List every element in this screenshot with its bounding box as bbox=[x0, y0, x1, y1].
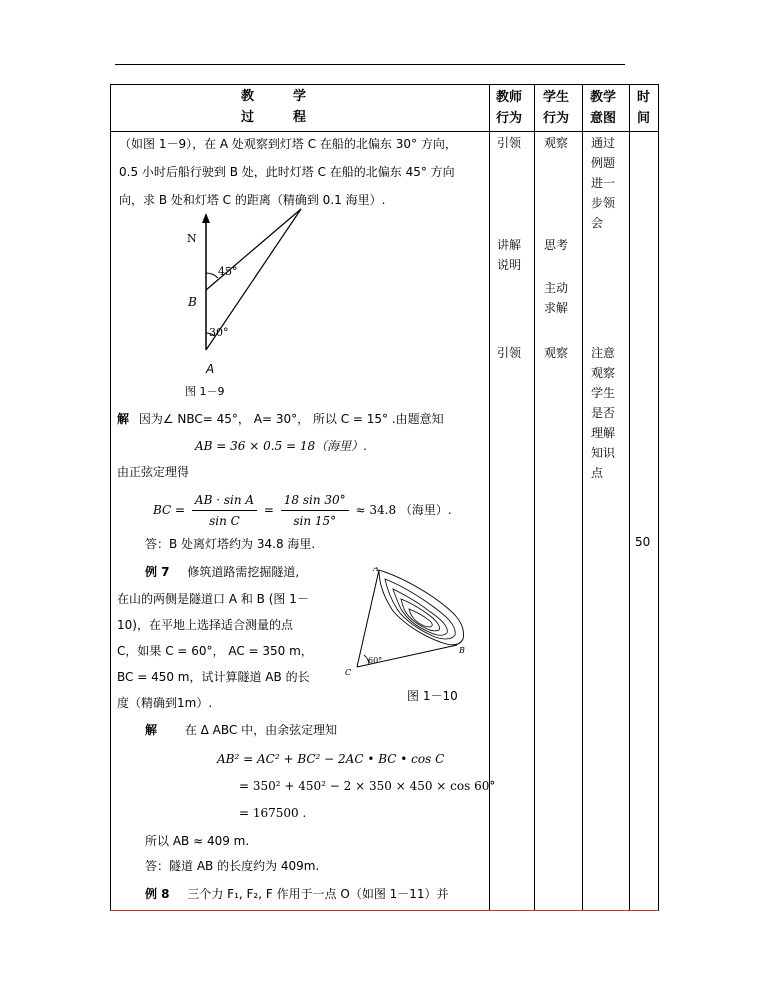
fig10-label-60: 60° bbox=[368, 656, 383, 665]
solution-2-intro: 在 Δ ABC 中，由余弦定理知 bbox=[184, 723, 338, 737]
example-7-line1 bbox=[145, 563, 299, 581]
solution-2-line1 bbox=[145, 721, 337, 739]
cosine-eq-1: AB² = AC² + BC² − 2AC • BC • cos C bbox=[217, 752, 445, 766]
problem-line: （如图 1－9），在 A 处观察到灯塔 C 在船的北偏东 30° 方向， bbox=[119, 137, 457, 151]
frac1-num: AB · sin A bbox=[192, 490, 257, 511]
figure-1-10 bbox=[345, 567, 485, 692]
label-45: 45° bbox=[218, 265, 238, 278]
header-intent: 教学意图 bbox=[590, 90, 617, 126]
formula-result: ≈ 34.8 （海里）. bbox=[355, 503, 452, 517]
angle-45-arc bbox=[206, 273, 218, 278]
figure-1-9 bbox=[171, 205, 311, 405]
frac1-den: sin C bbox=[209, 514, 240, 528]
example-7-text: 修筑道路需挖掘隧道, bbox=[187, 565, 300, 579]
header-process-1: 教 学 bbox=[241, 89, 307, 104]
lesson-table bbox=[110, 84, 659, 911]
example-7-line: BC = 450 m，试计算隧道 AB 的长 bbox=[117, 670, 310, 684]
header-teacher: 教师行为 bbox=[496, 90, 523, 126]
student-action: 观察 bbox=[544, 346, 569, 360]
problem-line: 向，求 B 处和灯塔 C 的距离（精确到 0.1 海里）. bbox=[119, 193, 386, 207]
solution-1-answer: 答：B 处离灯塔约为 34.8 海里. bbox=[145, 537, 316, 551]
header-rule bbox=[115, 64, 625, 65]
figure-1-10-caption: 图 1－10 bbox=[407, 689, 458, 703]
mountain-contour bbox=[401, 599, 440, 631]
sine-formula bbox=[153, 490, 452, 531]
example-8-title: 例 8 bbox=[145, 887, 170, 901]
example-7-line: 在山的两侧是隧道口 A 和 B (图 1－ bbox=[117, 592, 309, 606]
solution-1-line3: 由正弦定理得 bbox=[117, 465, 190, 479]
label-30: 30° bbox=[209, 326, 229, 339]
col-divider bbox=[629, 85, 630, 910]
teaching-intent: 注意观察学生是否理解知识点 bbox=[591, 346, 616, 480]
fig10-label-a: A bbox=[373, 567, 379, 573]
teacher-action: 引领 bbox=[497, 346, 522, 360]
student-action: 主动求解 bbox=[544, 281, 569, 315]
label-a: A bbox=[206, 362, 215, 376]
frac2-num: 18 sin 30° bbox=[281, 490, 349, 511]
teaching-intent: 通过例题进一步领会 bbox=[591, 136, 616, 230]
solution-2-so: 所以 AB ≈ 409 m. bbox=[145, 834, 250, 848]
teacher-action: 引领 bbox=[497, 136, 522, 150]
example-7-line: 10)，在平地上选择适合测量的点 bbox=[117, 618, 293, 632]
example-7-line: C，如果 C = 60°， AC = 350 m， bbox=[117, 644, 313, 658]
frac2-den: sin 15° bbox=[293, 514, 337, 528]
figure-caption: 图 1－9 bbox=[185, 385, 225, 398]
example-7-line: 度（精确到1m）. bbox=[117, 696, 213, 710]
col-divider bbox=[534, 85, 535, 910]
time-value: 50 bbox=[635, 535, 651, 549]
solution-text: 因为∠ NBC= 45°， A= 30°， 所以 C = 15° .由题意知 bbox=[138, 412, 444, 426]
north-arrow-icon bbox=[202, 213, 210, 223]
student-action: 观察 bbox=[544, 136, 569, 150]
header-divider bbox=[111, 131, 658, 132]
problem-line: 0.5 小时后船行驶到 B 处，此时灯塔 C 在船的北偏东 45° 方向 bbox=[119, 165, 455, 179]
teacher-action: 讲解说明 bbox=[497, 238, 522, 272]
example-8-line bbox=[145, 885, 449, 903]
solution-label: 解 bbox=[145, 723, 158, 737]
example-7-title: 例 7 bbox=[145, 565, 170, 579]
side-ac bbox=[357, 570, 379, 667]
formula-lhs: BC = bbox=[153, 503, 186, 517]
solution-2-answer: 答：隧道 AB 的长度约为 409m. bbox=[145, 859, 320, 873]
example-8-text: 三个力 F₁, F₂, F 作用于一点 O（如图 1－11）并 bbox=[187, 887, 449, 901]
formula-eq: = bbox=[263, 503, 274, 517]
fig10-label-b: B bbox=[459, 646, 465, 655]
col-divider bbox=[582, 85, 583, 910]
label-b: B bbox=[188, 295, 197, 309]
solution-1-line2: AB = 36 × 0.5 = 18（海里）. bbox=[195, 439, 367, 453]
solution-label: 解 bbox=[117, 412, 130, 426]
cosine-eq-3: = 167500 . bbox=[239, 806, 307, 820]
fig10-label-c: C bbox=[345, 668, 352, 677]
mountain-contour bbox=[379, 570, 464, 645]
label-n: N bbox=[187, 232, 197, 245]
header-time: 时间 bbox=[637, 90, 651, 126]
solution-1-line1 bbox=[117, 410, 444, 428]
cosine-eq-2: = 350² + 450² − 2 × 350 × 450 × cos 60° bbox=[239, 779, 496, 793]
header-process-2: 过 程 bbox=[241, 110, 307, 125]
header-student: 学生行为 bbox=[543, 90, 570, 126]
student-action: 思考 bbox=[544, 238, 569, 252]
